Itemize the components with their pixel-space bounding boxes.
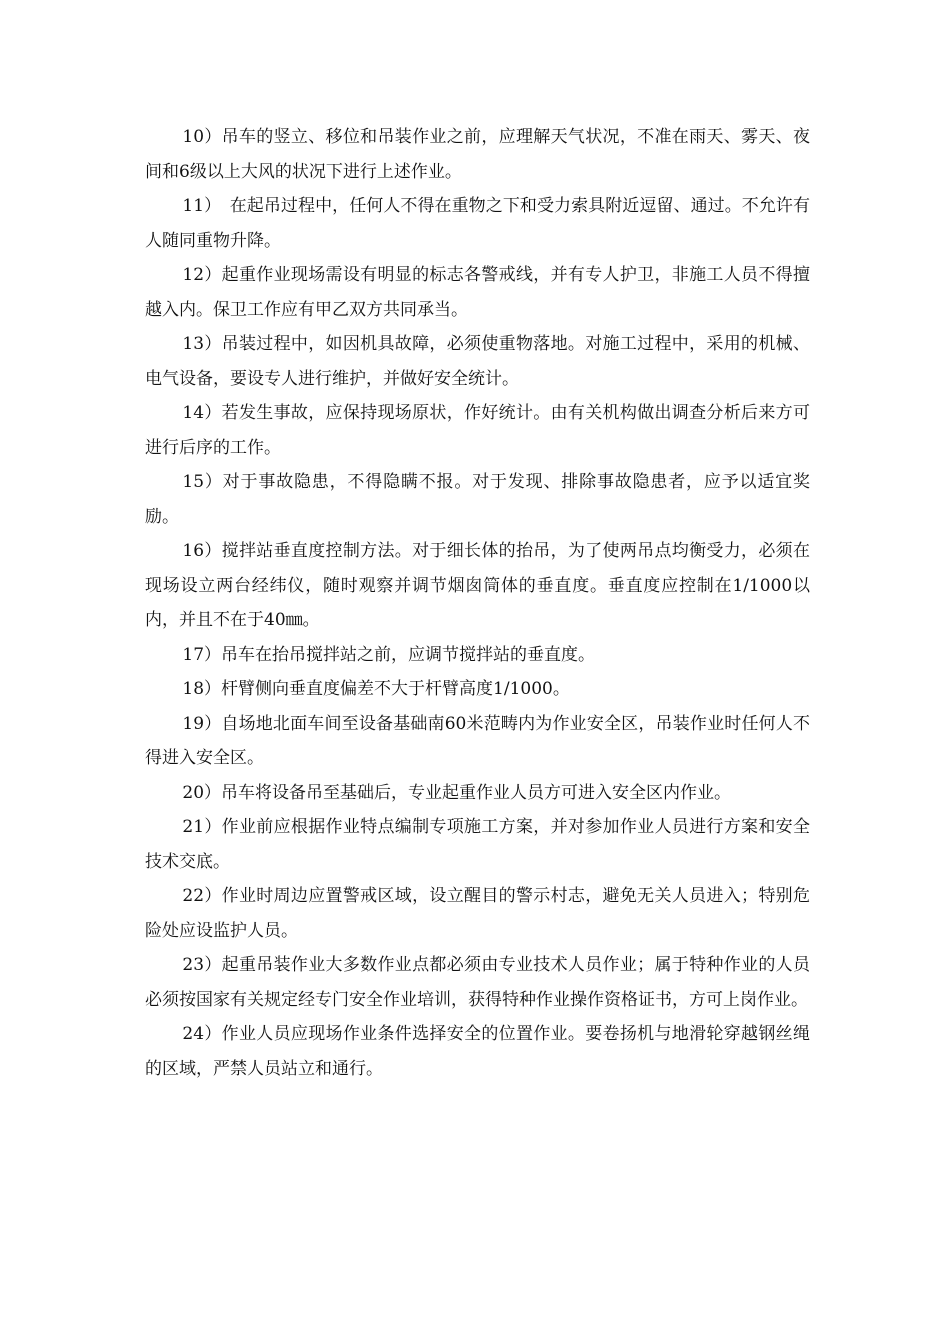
paragraph-12: 12）起重作业现场需设有明显的标志各警戒线，并有专人护卫，非施工人员不得擅越入内。保卫工作应有甲乙双方共同承当。 [145, 265, 810, 320]
paragraph-10: 10）吊车的竖立、移位和吊装作业之前，应理解天气状况，不准在雨天、雾天、夜间和6级以上大风的状况下进行上述作业。 [145, 127, 810, 182]
paragraph-23: 23）起重吊装作业大多数作业点都必须由专业技术人员作业；属于特种作业的人员必须按国家有关规定经专门安全作业培训，获得特种作业操作资格证书，方可上岗作业。 [145, 955, 810, 1010]
paragraph-21: 21）作业前应根据作业特点编制专项施工方案，并对参加作业人员进行方案和安全技术交底。 [145, 817, 810, 872]
paragraph-16: 16）搅拌站垂直度控制方法。对于细长体的抬吊，为了使两吊点均衡受力，必须在现场设立两台经纬仪，随时观察并调节烟囱筒体的垂直度。垂直度应控制在1/1000以内，并且不在于40㎜。 [145, 541, 810, 630]
document-body [145, 120, 810, 1086]
paragraph-19: 19）自场地北面车间至设备基础南60米范畴内为作业安全区，吊装作业时任何人不得进入安全区。 [145, 713, 810, 768]
paragraph-22: 22）作业时周边应置警戒区域，设立醒目的警示村志，避免无关人员进入；特别危险处应设监护人员。 [145, 886, 810, 941]
paragraph-11: 11） 在起吊过程中，任何人不得在重物之下和受力索具附近逗留、通过。不允许有人随同重物升降。 [145, 196, 810, 251]
paragraph-13: 13）吊装过程中，如因机具故障，必须使重物落地。对施工过程中，采用的机械、电气设备，要设专人进行维护，并做好安全统计。 [145, 334, 810, 389]
paragraph-17: 17）吊车在抬吊搅拌站之前，应调节搅拌站的垂直度。 [182, 644, 596, 665]
paragraph-14: 14）若发生事故，应保持现场原状，作好统计。由有关机构做出调查分析后来方可进行后序的工作。 [145, 403, 810, 458]
paragraph-20: 20）吊车将设备吊至基础后，专业起重作业人员方可进入安全区内作业。 [182, 782, 732, 803]
paragraph-15: 15）对于事故隐患，不得隐瞒不报。对于发现、排除事故隐患者，应予以适宜奖励。 [145, 472, 810, 527]
paragraph-24: 24）作业人员应现场作业条件选择安全的位置作业。要卷扬机与地滑轮穿越钢丝绳的区域，严禁人员站立和通行。 [145, 1024, 810, 1079]
paragraph-18: 18）杆臂侧向垂直度偏差不大于杆臂高度1/1000。 [182, 679, 570, 699]
